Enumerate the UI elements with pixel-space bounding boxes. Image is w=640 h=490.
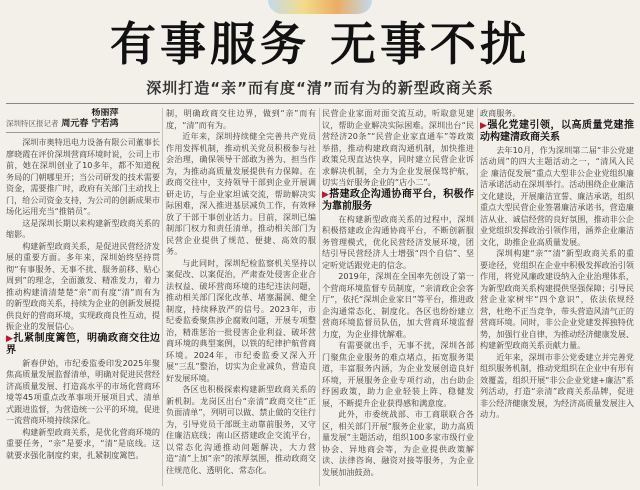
subheadline: 深圳打造“亲”而有度“清”而有为的新型政商关系 (146, 79, 494, 97)
masthead-ornament (268, 0, 372, 14)
paragraph: 与此同时，深圳纪检监察机关坚持以案促改、以案促治，严肃查处侵害企业合法权益、破坏营商环境的违纪违法问题，推动相关部门深化改革、堵塞漏洞、健全制度，持续释放严的信号。2023年，市纪委监委聚焦涉企腐败问题，开展专项整治，精准惩治一批侵害企业利益、破坏营商环境的典型案例，以铁的纪律护航营商环境。2024年，市纪委监委又深入开展“三乱”整治，切实为企业减负，营造良好发展环境。 (166, 257, 316, 383)
column-divider (477, 108, 478, 486)
column-divider (162, 108, 163, 486)
paragraph: 各区也积极探索构建新型政商关系的新机制。龙岗区出台“亲清”政商交往“正负面清单”，列明可以做、禁止做的交往行为，引导党员干部既主动靠前服务，又守住廉洁底线；南山区搭建政企交流平台，以常态化沟通推动问题解决，大力营造“清”上加“亲”的浓厚氛围，推动政商交往规范化、透明化、常态化。 (166, 384, 316, 475)
section-heading: ▶扎紧制度篱笆，明确政商交往边界 (6, 332, 160, 356)
paragraph: 去年10月，作为深圳第二届“非公党建活动周”的四大主题活动之一，“清风入民企 廉洁促发展”重点大型非公企业党组织廉洁承诺活动在深圳举行。活动围绕企业廉洁文化建设，开展廉洁宣誓、廉洁承诺，组织重点大型民营企业签署廉洁承诺书，营造廉洁从业、诚信经营的良好氛围，推动非公企业党组织发挥政治引领作用，涵养企业廉洁文化，助推企业高质量发展。 (480, 144, 634, 247)
paragraph: 近年来，深圳市非公党委建立并完善党组织服务机制，推动党组织在企业中有形有效覆盖，组织开展“非公企业党建+廉洁”系列活动，打造“亲清”政商关系品牌，促进非公经济健康发展，为经济高质量发展注入动力。 (480, 351, 634, 419)
byline (6, 108, 160, 133)
triangle-marker-icon: ▶ (322, 189, 330, 200)
section-heading: ▶强化党建引领，以高质量党建推动构建清政商关系 (480, 119, 634, 143)
paragraph: 此外，市委统战部、市工商联联合各区，相关部门开展“服务企业家，助力高质量发展”主题活动，组织100多家市级行业协会、异地商会等，为企业提供政策解读、法律咨询、融资对接等服务，为企业发展加油鼓劲。 (322, 409, 474, 477)
paragraph: 2019年，深圳在全国率先创设了第一个营商环境监督专员制度，“亲清政企会客厅”，依托“深圳企业家日”等平台，推进政企沟通常态化、制度化。各区也纷纷建立营商环境监督员队伍，加大营商环境监督力度，为企业排忧解难。 (322, 271, 474, 339)
paragraph: 新春伊始，市纪委监委印发2025年聚焦高质量发展监督清单，明确对促进民营经济高质量发展、打造高水平的市场化营商环境等45项重点改革事项开展项目式、清单式跟进监督，为营造统一公平的环境，促进一流营商环境持续深化。 (6, 357, 160, 425)
paragraph: 这是深圳长期以来构建新型政商关系的缩影。 (6, 217, 160, 239)
paragraph: 有需要就出手，无事不扰，深圳各部门聚焦企业服务的难点堵点，拓宽服务渠道，丰富服务内涵，为企业发展创造良好环境，开展服务企业专项行动，出台助企纾困政策，助力企业轻装上阵、稳健发展，不断提升企业获得感和满意度。 (322, 340, 474, 408)
paragraph: 近年来，深圳持续健全完善共产党员作用发挥机制，推动机关党员积极参与社会治理，确保领导干部敢为善为、担当作为，为推动高质量发展提供有力保障。在政商交往中，支持领导干部到企业开展调研走访，与企业家坦诚交流，帮助解决实际困难，深入推进基层减负工作，有效释放了干部干事创业活力。目前，深圳已编制部门权力和责任清单，推动相关部门为民营企业提供了规范、便捷、高效的服务。 (166, 131, 316, 256)
triangle-marker-icon: ▶ (6, 333, 14, 344)
headline: 有事服务 无事不扰 (109, 17, 530, 71)
paragraph: 在构建新型政商关系的过程中，深圳积极搭建政企沟通协商平台，不断创新服务管理模式，优化民营经济发展环境，团结引导民营经济人士增强“四个自信”、坚定听党话跟党走的信念。 (322, 213, 474, 270)
column-divider (319, 108, 320, 486)
triangle-marker-icon: ▶ (480, 120, 488, 131)
paragraph: 构建新型政商关系，是优化营商环境的重要任务，“亲”是要求，“清”是底线。这就要求强化制度约束，扎紧制度篱笆。 (6, 426, 160, 460)
byline-reporters (61, 108, 118, 130)
paragraph: 民营企业家面对面交流互动，听取意见建议，帮助企业解决实际困难。深圳出台“民营经济20条”“民营企业家直通车”等政策举措，推动构建政商沟通机制，加快推进政策兑现直达快享，同时建立民营企业诉求解决机制，全力为企业发展保驾护航，切实当好服务企业的“店小二”。 (322, 108, 474, 187)
article-column-3 (322, 108, 474, 488)
paragraph: 构建新型政商关系，是促进民营经济发展的重要方面。多年来，深圳始终坚持贯彻“有事服务、无事不扰、服务前移、贴心周到”的理念，全面激发、精准发力，着力推动构建清清楚楚“亲”而有度“清”而有为的新型政商关系，持续为企业的创新发展提供良好的营商环境，实现政商良性互动，提振企业的发展信心。 (6, 240, 160, 331)
section-heading: ▶搭建政企沟通协商平台，积极作为靠前服务 (322, 188, 474, 212)
paragraph: 政商服务。 (480, 108, 521, 118)
article-column-4 (480, 108, 634, 488)
article-column-1 (6, 108, 160, 488)
reporter-line-1: 杨丽萍 (91, 108, 119, 118)
paragraph: 制，明确政商交往边界，做到“亲”而有度，“清”而有为。 (166, 108, 316, 130)
paragraph: 深圳构建“亲”“清”新型政商关系的重要途径，党组织在企业中积极发挥政治引领作用，将党风廉政建设纳入企业治理体系，为新型政商关系构建提供坚强保障；引导民营企业家树牢“四个意识”，依法依规经营，杜绝不正当竞争，带头营造风清气正的营商环境。同时，非公企业党建发挥独特优势，加强行业自律，为推动经济健康发展、构建新型政商关系贡献力量。 (480, 248, 634, 350)
reporter-line-2: 周元春 宁若鸿 (61, 119, 119, 129)
article-column-2 (166, 108, 316, 488)
byline-tag: 深圳特区报记者 (6, 119, 59, 128)
paragraph: 深圳市奥特迅电力设备有限公司董事长廖晓霞在评价深圳营商环境时说，公司上市前，她在深圳创业了10多年，都不知道税务局的门朝哪里开；当公司研发的技术需要资金，需要推广时，政府有关部门主动找上门，给公司资金支持，为公司的创新成果市场化运用充当“推销员”。 (6, 137, 160, 216)
header-divider (6, 103, 634, 104)
